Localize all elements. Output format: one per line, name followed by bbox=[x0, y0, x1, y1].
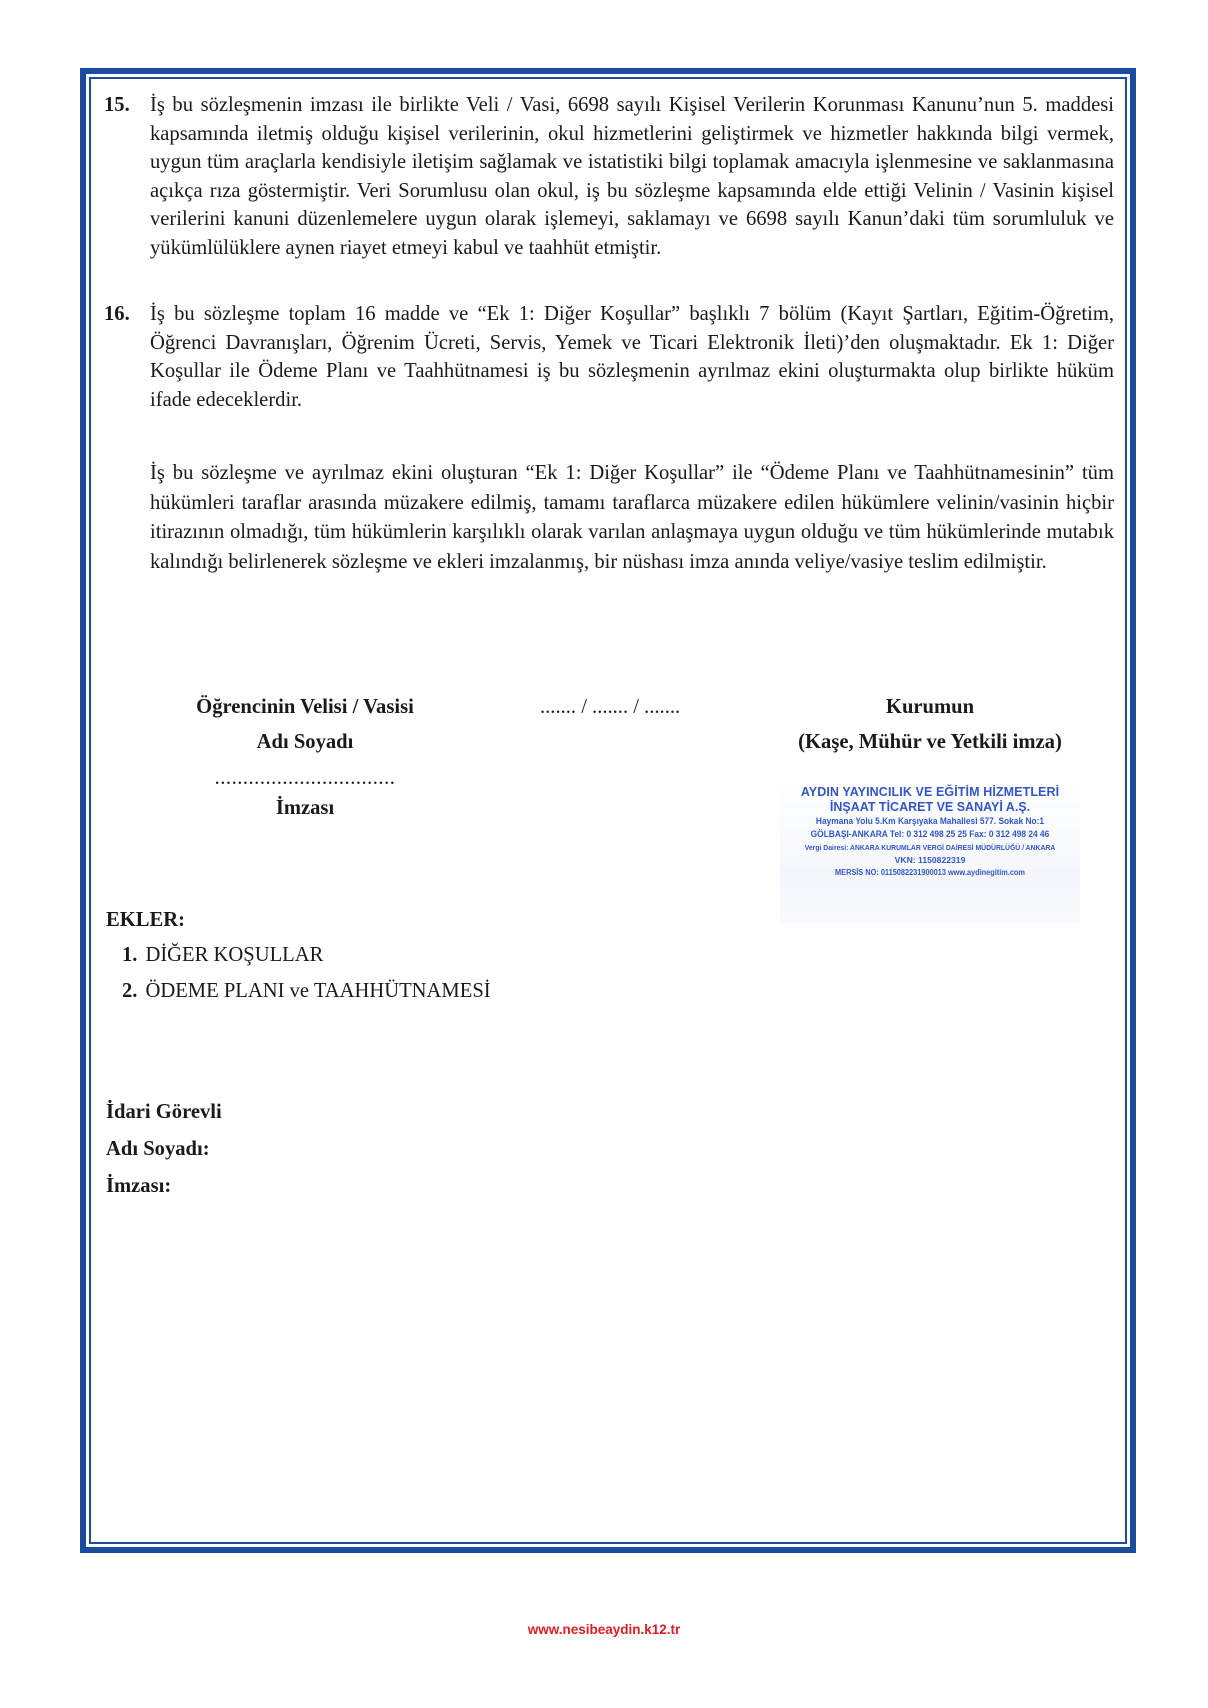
article-number: 15. bbox=[104, 94, 130, 116]
attachment-label: ÖDEME PLANI ve TAAHHÜTNAMESİ bbox=[145, 980, 491, 1002]
institution-title: Kurumun bbox=[885, 696, 975, 718]
institution-subtitle: (Kaşe, Mühür ve Yetkili imza) bbox=[798, 731, 1062, 753]
attachment-item bbox=[122, 937, 491, 973]
stamp-line: Vergi Dairesi: ANKARA KURUMLAR VERGİ DAİRESİ MÜDÜRLÜĞÜ / ANKARA bbox=[804, 843, 1056, 852]
attachment-number: 1. bbox=[122, 944, 138, 966]
parent-title: Öğrencinin Velisi / Vasisi bbox=[196, 696, 414, 718]
attachment-item bbox=[122, 973, 491, 1009]
company-stamp bbox=[780, 778, 1080, 923]
institution-signature-block bbox=[760, 690, 1100, 760]
administrator-block bbox=[106, 1094, 222, 1205]
article-number: 16. bbox=[104, 303, 130, 325]
stamp-line: VKN: 1150822319 bbox=[894, 855, 966, 865]
stamp-line: GÖLBAŞI-ANKARA Tel: 0 312 498 25 25 Fax: 0 312 498 24 46 bbox=[810, 829, 1050, 839]
parent-signature-block bbox=[160, 690, 450, 828]
administrator-signature-label: İmzası: bbox=[106, 1175, 172, 1197]
attachment-label: DİĞER KOŞULLAR bbox=[145, 944, 324, 966]
administrator-name-label: Adı Soyadı: bbox=[106, 1138, 210, 1160]
attachment-number: 2. bbox=[122, 980, 138, 1002]
attachments-title: EKLER: bbox=[106, 909, 185, 931]
article-text: İş bu sözleşmenin imzası ile birlikte Veli / Vasi, 6698 sayılı Kişisel Verilerin Korunması Kanunu’nun 5. maddesi kapsamında iletmiş olduğu kişisel verilerinin, okul hizmetlerini geliştirmek ve hizmetler hakkında bilgi vermek, uygun tüm araçlarla kendisiyle iletişim sağlamak ve istatistiki bilgi toplamak amacıyla işlenmesine ve saklanmasına açıkça rıza göstermiştir. Veri Sorumlusu olan okul, iş bu sözleşme kapsamında elde ettiği Velinin / Vasinin kişisel verilerini kanuni düzenlemelere uygun olarak işlemeyi, saklamayı ve 6698 sayılı Kanun’daki tüm sorumluluk ve yükümlülüklere aynen riayet etmeyi kabul ve taahhüt etmiştir. bbox=[150, 94, 1114, 259]
attachments-section bbox=[106, 903, 491, 1009]
parent-name-label: Adı Soyadı bbox=[256, 731, 354, 753]
stamp-line: İNŞAAT TİCARET VE SANAYİ A.Ş. bbox=[829, 800, 1031, 814]
date-placeholder: ....... / ....... / ....... bbox=[540, 696, 681, 718]
stamp-line: AYDIN YAYINCILIK VE EĞİTİM HİZMETLERİ bbox=[800, 785, 1060, 799]
stamp-line: Haymana Yolu 5.Km Karşıyaka Mahallesi 577. Sokak No:1 bbox=[815, 816, 1045, 826]
article-text: İş bu sözleşme toplam 16 madde ve “Ek 1: Diğer Koşullar” başlıklı 7 bölüm (Kayıt Şartları, Eğitim-Öğretim, Öğrenci Davranışları, Öğrenim Ücreti, Servis, Yemek ve Ticari Elektronik İleti)’den oluşmaktadır. Ek 1: Diğer Koşullar ile Ödeme Planı ve Taahhütnamesi iş bu sözleşmenin ayrılmaz ekini oluşturmakta olup birlikte hüküm ifade edeceklerdir. bbox=[150, 303, 1114, 411]
signature-line: ................................ bbox=[214, 767, 396, 789]
article-16 bbox=[104, 300, 1114, 414]
stamp-line: MERSİS NO: 0115082231900013 www.aydinegitim.com bbox=[835, 868, 1025, 877]
article-15 bbox=[104, 91, 1114, 262]
parent-signature-label: İmzası bbox=[275, 797, 335, 819]
administrator-title: İdari Görevli bbox=[106, 1101, 222, 1123]
closing-paragraph: İş bu sözleşme ve ayrılmaz ekini oluşturan “Ek 1: Diğer Koşullar” ile “Ödeme Planı ve Taahhütnamesinin” tüm hükümleri taraflar arasında müzakere edilmiş, tamamı taraflarca müzakere edilen hükümlere velinin/vasinin hiçbir itirazının olmadığı, tüm hükümlerin karşılıklı olarak varılan anlaşmaya uygun olduğu ve tüm hükümlerinde mutabık kalındığı belirlenerek sözleşme ve ekleri imzalanmış, bir nüshası imza anında veliye/vasiye teslim edilmiştir. bbox=[150, 462, 1114, 573]
footer-website-link[interactable]: www.nesibeaydin.k12.tr bbox=[527, 1622, 681, 1637]
